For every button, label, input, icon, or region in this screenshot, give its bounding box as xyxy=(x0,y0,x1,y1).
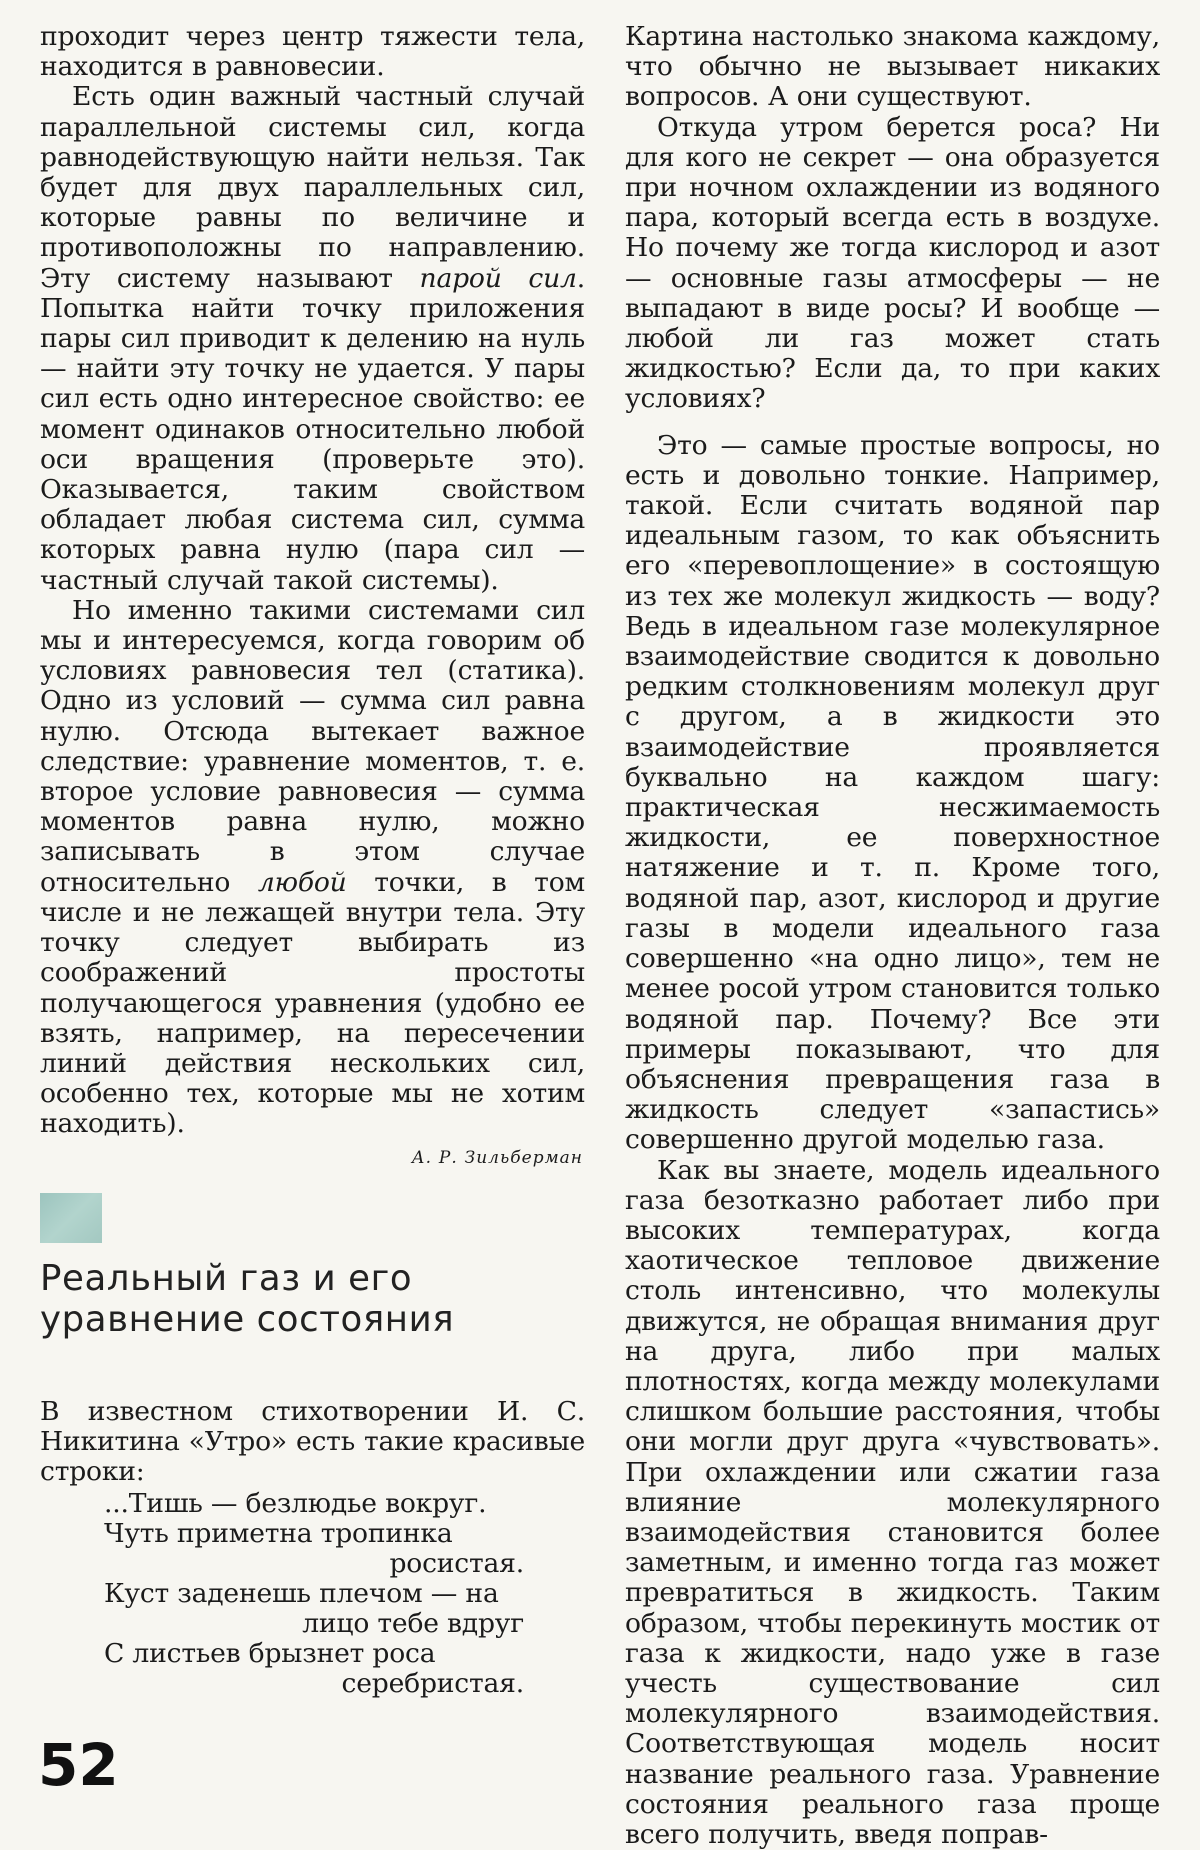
title-line: уравнение состояния xyxy=(40,1299,455,1340)
paragraph-text: . Попытка найти точку приложения пары сил приводит к делению на нуль — найти эту точку не удается. У пары сил есть одно интересное свойство: ее момент одинаков относительно любой оси вращения (проверьте это). Оказывается, таким свойством обладает любая система сил, сумма которых равна нулю (пара сил — частный случай такой системы). xyxy=(40,262,585,596)
paragraph-continuation: Картина настолько знакома каждому, что обычно не вызывает никаких вопросов. А они существуют. xyxy=(625,21,1160,113)
left-column xyxy=(40,22,585,1170)
paragraph-continuation: проходит через центр тяжести тела, находится в равновесии. xyxy=(40,21,585,83)
page-number: 52 xyxy=(38,1731,119,1799)
poem-line xyxy=(104,1519,524,1579)
paragraph-equilibrium xyxy=(40,596,585,1140)
poem-line: ...Тишь — безлюдье вокруг. xyxy=(104,1488,487,1519)
poem-line-continuation: росистая. xyxy=(389,1548,524,1580)
section-intro xyxy=(40,1397,585,1488)
poem-line-continuation: лицо тебе вдруг xyxy=(302,1608,524,1640)
intro-paragraph: В известном стихотворении И. С. Никитина «Утро» есть такие красивые строки: xyxy=(40,1396,585,1488)
paragraph-real-gas: Как вы знаете, модель идеального газа безотказно работает либо при высоких температурах, когда хаотическое тепловое движение столь интенсивно, что молекулы движутся, не обращая внимания друг на друга, либо при малых плотностях, когда между молекулами слишком большие расстояния, чтобы они могли друг друга «чувствовать». При охлаждении или сжатии газа влияние молекулярного взаимодействия становится более заметным, и именно тогда газ может превратиться в жидкость. Таким образом, чтобы перекинуть мостик от газа к жидкости, надо уже в газе учесть существование сил молекулярного взаимодействия. Соответствующая модель носит название реального газа. Уравнение состояния реального газа проще всего получить, введя поправ- xyxy=(625,1154,1160,1850)
poem-line-text: Чуть приметна тропинка xyxy=(104,1518,453,1549)
poem-line xyxy=(104,1639,524,1699)
term-any: любой xyxy=(257,866,347,898)
author-signature: А. Р. Зильберман xyxy=(411,1147,583,1168)
paragraph-text: Есть один важный частный случай параллельной системы сил, когда равнодействующую найти нельзя. Так будет для двух параллельных сил, которые равны по величине и противоположны по направлению. Эту систему называют xyxy=(40,81,585,294)
paragraph-couple-of-forces xyxy=(40,82,585,595)
poem-line xyxy=(104,1579,524,1639)
section-title xyxy=(40,1258,600,1340)
section-marker xyxy=(40,1193,102,1243)
term-couple-of-forces: парой сил xyxy=(419,262,577,294)
poem-line-text: Куст заденешь плечом — на xyxy=(104,1578,499,1609)
title-line: Реальный газ и его xyxy=(40,1258,413,1299)
paragraph-text: Но именно такими системами сил мы и интересуемся, когда говорим об условиях равновесия тел (статика). Одно из условий — сумма сил равна нулю. Отсюда вытекает важное следствие: уравнение моментов, т. е. второе условие равновесия — сумма моментов равна нулю, можно записывать в этом случае относительно xyxy=(40,594,585,898)
poem-line-continuation: серебристая. xyxy=(341,1668,524,1700)
poem-line-text: С листьев брызнет роса xyxy=(104,1638,436,1669)
paragraph-ideal-gas: Это — самые простые вопросы, но есть и довольно тонкие. Например, такой. Если считать водяной пар идеальным газом, то как объяснить его «перевоплощение» в состоящую из тех же молекул жидкость — воду? Ведь в идеальном газе молекулярное взаимодействие сводится к довольно редким столкновениям молекул друг с другом, а в жидкости это взаимодействие проявляется буквально на каждом шагу: практическая несжимаемость жидкости, ее поверхностное натяжение и т. п. Кроме того, водяной пар, азот, кислород и другие газы в модели идеального газа совершенно «на одно лицо», тем не менее росой утром становится только водяной пар. Почему? Все эти примеры показывают, что для объяснения превращения газа в жидкость следует «запастись» совершенно другой моделью газа. xyxy=(625,429,1160,1156)
paragraph-text: точки, в том числе и не лежащей внутри тела. Эту точку следует выбирать из соображений простоты получающегося уравнения (удобно ее взять, например, на пересечении линий действия нескольких сил, особенно тех, которые мы не хотим находить). xyxy=(40,866,585,1140)
paragraph-dew-question: Откуда утром берется роса? Ни для кого не секрет — она образуется при ночном охлаждении из водяного пара, который всегда есть в воздухе. Но почему же тогда кислород и азот — основные газы атмосферы — не выпадают в виде росы? И вообще — любой ли газ может стать жидкостью? Если да, то при каких условиях? xyxy=(625,111,1160,415)
right-column xyxy=(625,22,1160,1850)
